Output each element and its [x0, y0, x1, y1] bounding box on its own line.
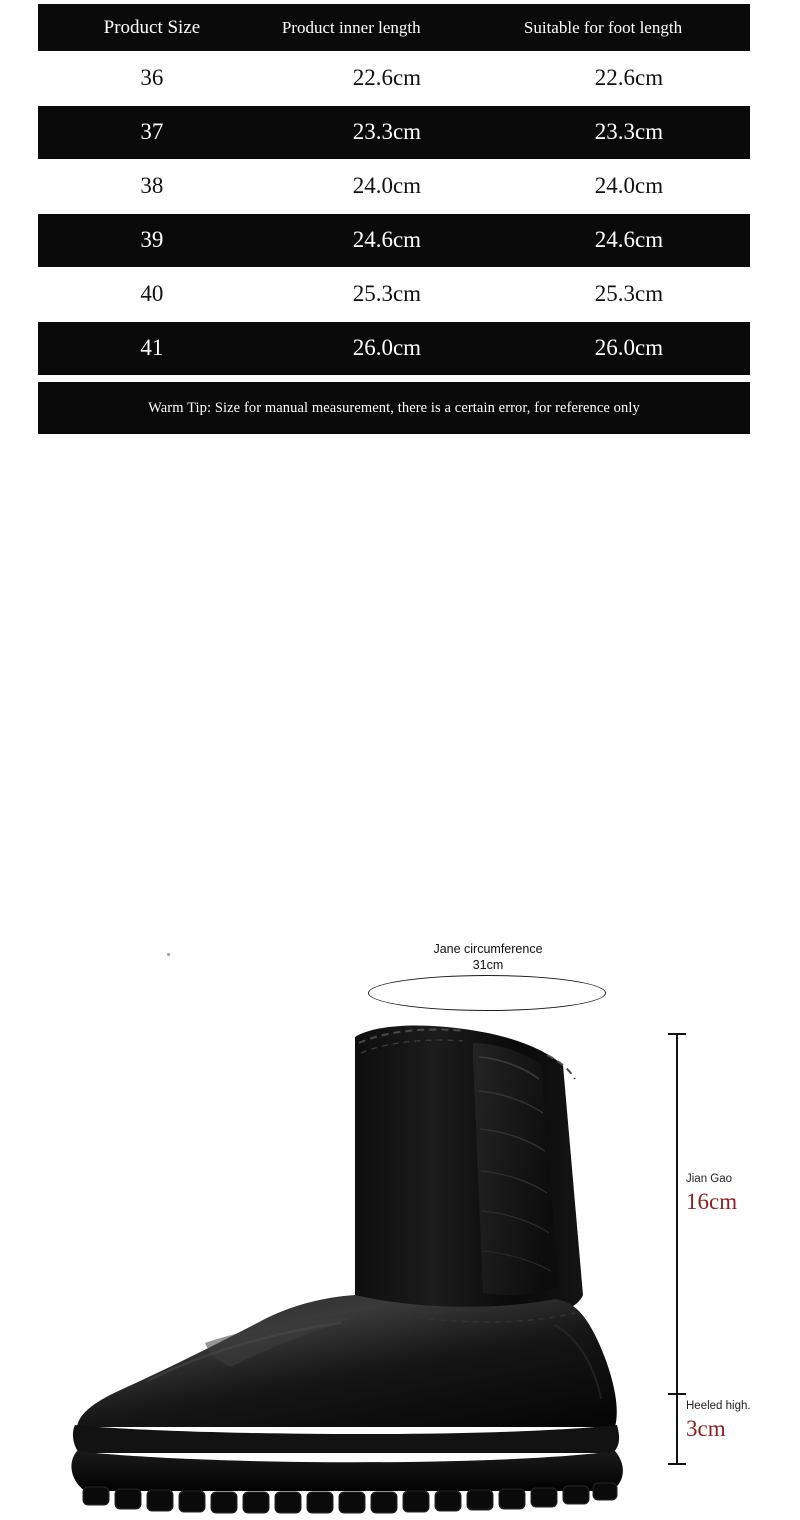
cell-inner-length: 24.6cm	[352, 227, 422, 253]
table-header-inner-length: Product inner length	[281, 17, 421, 37]
shaft-circumference-label: Jane circumference 31cm	[433, 942, 543, 972]
cell-size: 39	[140, 227, 164, 253]
measurement-tick-bottom	[668, 1463, 686, 1465]
cell-foot-length: 25.3cm	[594, 281, 664, 307]
measurement-tick-top	[668, 1033, 686, 1035]
cell-foot-length: 24.0cm	[594, 173, 664, 199]
cell-size: 41	[140, 335, 164, 361]
size-chart-table	[38, 4, 750, 434]
cell-size: 37	[140, 119, 164, 145]
cell-inner-length: 22.6cm	[352, 65, 422, 91]
table-row	[38, 106, 750, 159]
warm-tip-text: Warm Tip: Size for manual measurement, there is a certain error, for reference only	[148, 399, 640, 416]
boot-illustration-svg	[55, 995, 665, 1515]
shaft-height-measurement	[686, 1173, 737, 1216]
measurement-tick-middle	[668, 1393, 686, 1395]
cell-foot-length: 22.6cm	[594, 65, 664, 91]
cell-size: 38	[140, 173, 164, 199]
table-row	[38, 51, 750, 106]
warm-tip-banner	[38, 382, 750, 434]
cell-size: 40	[140, 281, 164, 307]
table-row	[38, 159, 750, 214]
table-header-foot-length: Suitable for foot length	[523, 17, 683, 37]
measurement-axis-line	[676, 1033, 678, 1465]
cell-foot-length: 23.3cm	[594, 119, 664, 145]
table-header-product-size: Product Size	[103, 16, 201, 38]
cell-foot-length: 26.0cm	[594, 335, 664, 361]
table-row	[38, 267, 750, 322]
decorative-speck	[167, 953, 170, 956]
boot-image	[55, 995, 665, 1515]
shaft-height-label: Jian Gao	[686, 1173, 733, 1185]
table-row	[38, 214, 750, 267]
cell-size: 36	[140, 65, 164, 91]
boot-measurement-illustration	[0, 455, 800, 1442]
cell-inner-length: 23.3cm	[352, 119, 422, 145]
heel-height-value: 3cm	[686, 1416, 726, 1442]
shaft-height-value: 16cm	[686, 1189, 738, 1215]
cell-inner-length: 24.0cm	[352, 173, 422, 199]
table-header-row	[38, 4, 750, 51]
heel-height-label: Heeled high.	[686, 1400, 751, 1412]
cell-inner-length: 25.3cm	[352, 281, 422, 307]
cell-foot-length: 24.6cm	[594, 227, 664, 253]
table-row	[38, 322, 750, 375]
heel-height-measurement	[686, 1400, 751, 1443]
cell-inner-length: 26.0cm	[352, 335, 422, 361]
